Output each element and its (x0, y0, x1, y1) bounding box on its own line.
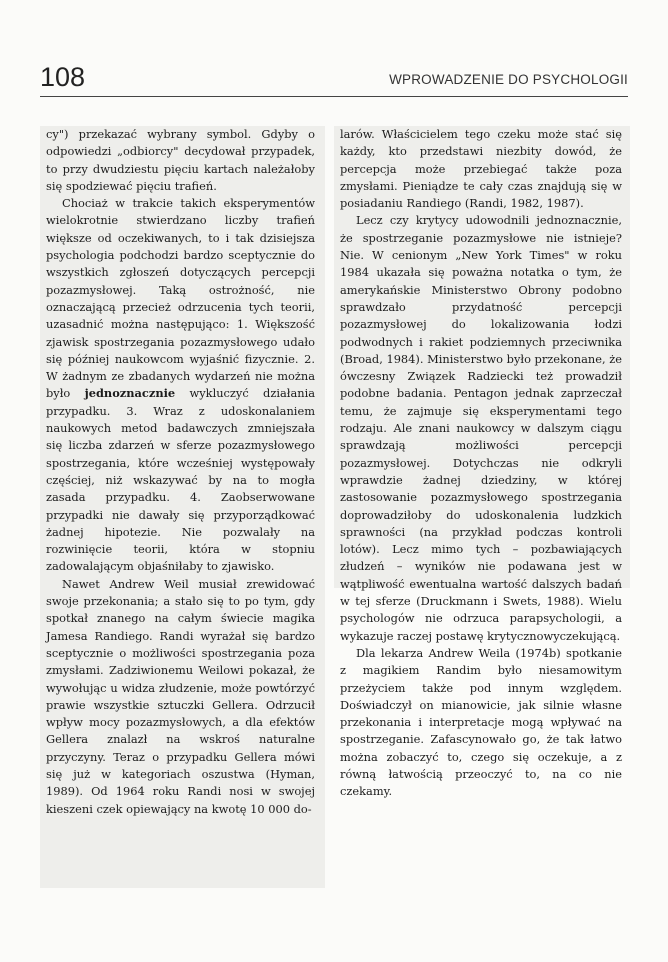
paragraph: Dla lekarza Andrew Weila (1974b) spotkanie z magikiem Randim było niesamowitym przeżyciem także pod innym względem. Doświadczył on mianowicie, jak silnie własne przekonania i interpretacje mogą wpływać na spostrzeganie. Zafascynowało go, że tak łatwo można zobaczyć to, czego się oczekuje, a z równą łatwością przeoczyć to, na co nie czekamy. (340, 645, 622, 799)
emphasized-word: jednoznacznie (84, 386, 176, 401)
right-text-column (334, 126, 630, 799)
paragraph: larów. Właścicielem tego czeku może stać się każdy, kto przedstawi niezbity dowód, że percepcja może przebiegać także poza zmysłami. Pieniądze te cały czas znajdują się w posiadaniu Randiego (Randi, 1982, 1987). (340, 127, 622, 211)
page-number: 108 (40, 62, 86, 92)
running-head-title: WPROWADZENIE DO PSYCHOLOGII (389, 72, 628, 87)
paragraph: cy") przekazać wybrany symbol. Gdyby o odpowiedzi „odbiorcy" decydował przypadek, to przy dwudziestu pięciu kartach należałoby się spodziewać pięciu trafień. (46, 127, 315, 193)
header-rule (40, 96, 628, 97)
paragraph-with-emphasis (46, 195, 315, 576)
paragraph: Lecz czy krytycy udowodnili jednoznacznie, że spostrzeganie pozazmysłowe nie istnieje? Nie. W cenionym „New York Times" w roku 1984 ukazała się poważna notatka o tym, że amerykańskie Ministerstwo Obrony podobno sprawdzało przydatność percepcji pozazmysłowej do lokalizowania łodzi podwodnych i rakiet podziemnych przeciwnika (Broad, 1984). Ministerstwo było przekonane, że ówczesny Związek Radziecki też prowadził podobne badania. Pentagon jednak zaprzeczał temu, że zajmuje się eksperymentami tego rodzaju. Ale znani naukowcy w dalszym ciągu sprawdzają możliwości percepcji pozazmysłowej. Dotychczas nie odkryli wprawdzie żadnej dziedziny, w której zastosowanie pozazmysłowego spostrzegania doprowadziłoby do udoskonalenia ludzkich sprawności (na przykład podczas kontroli lotów). Lecz mimo tych – pozbawiających złudzeń – wyników nie podawana jest w wątpliwość ewentualna wartość dalszych badań w tej sferze (Druckmann i Swets, 1988). Wielu psychologów nie odrzuca parapsychologii, a wykazuje raczej postawę krytycznowyczekującą. (340, 213, 622, 643)
paragraph: Nawet Andrew Weil musiał zrewidować swoje przekonania; a stało się to po tym, gdy spotkał znanego na całym świecie magika Jamesa Randiego. Randi wyrażał się bardzo sceptycznie o możliwości spostrzegania poza zmysłami. Zadziwionemu Weilowi pokazał, że wywołując u widza złudzenie, może powtórzyć prawie wszystkie sztuczki Gellera. Odrzucił wpływ mocy pozazmysłowych, a dla efektów Gellera znalazł na wskroś naturalne przyczyny. Teraz o przypadku Gellera mówi się już w kategoriach oszustwa (Hyman, 1989). Od 1964 roku Randi nosi w swojej kieszeni czek opiewający na kwotę 10 000 do- (46, 576, 315, 816)
left-text-column (40, 126, 325, 888)
paragraph-text-part: Chociaż w trakcie takich eksperymentów wielokrotnie stwierdzano liczby trafień większe od oczekiwanych, to i tak dzisiejsza psychologia podchodzi bardzo sceptycznie do wszystkich zgłoszeń dotyczących percepcji pozazmysłowej. Taką ostrożność, nie oznaczającą przecież odrzucenia tych teorii, uzasadnić można następująco: 1. Większość zjawisk spostrzegania pozazmysłowego udało się później naukowcom wyjaśnić fizycznie. 2. W żadnym ze zbadanych wydarzeń nie można było (46, 196, 315, 401)
paragraph-text-part: wykluczyć działania przypadku. 3. Wraz z udoskonalaniem naukowych metod badawczych zmniejszała się liczba zdarzeń w sferze pozazmysłowego spostrzegania, które wcześniej występowały częściej, niż wskazywać by na to mogła zasada przypadku. 4. Zaobserwowane przypadki nie dawały się przyporządkować żadnej hipotezie. Nie pozwalały na rozwinięcie teorii, która w stopniu zadowalającym objaśniłaby to zjawisko. (46, 386, 316, 574)
